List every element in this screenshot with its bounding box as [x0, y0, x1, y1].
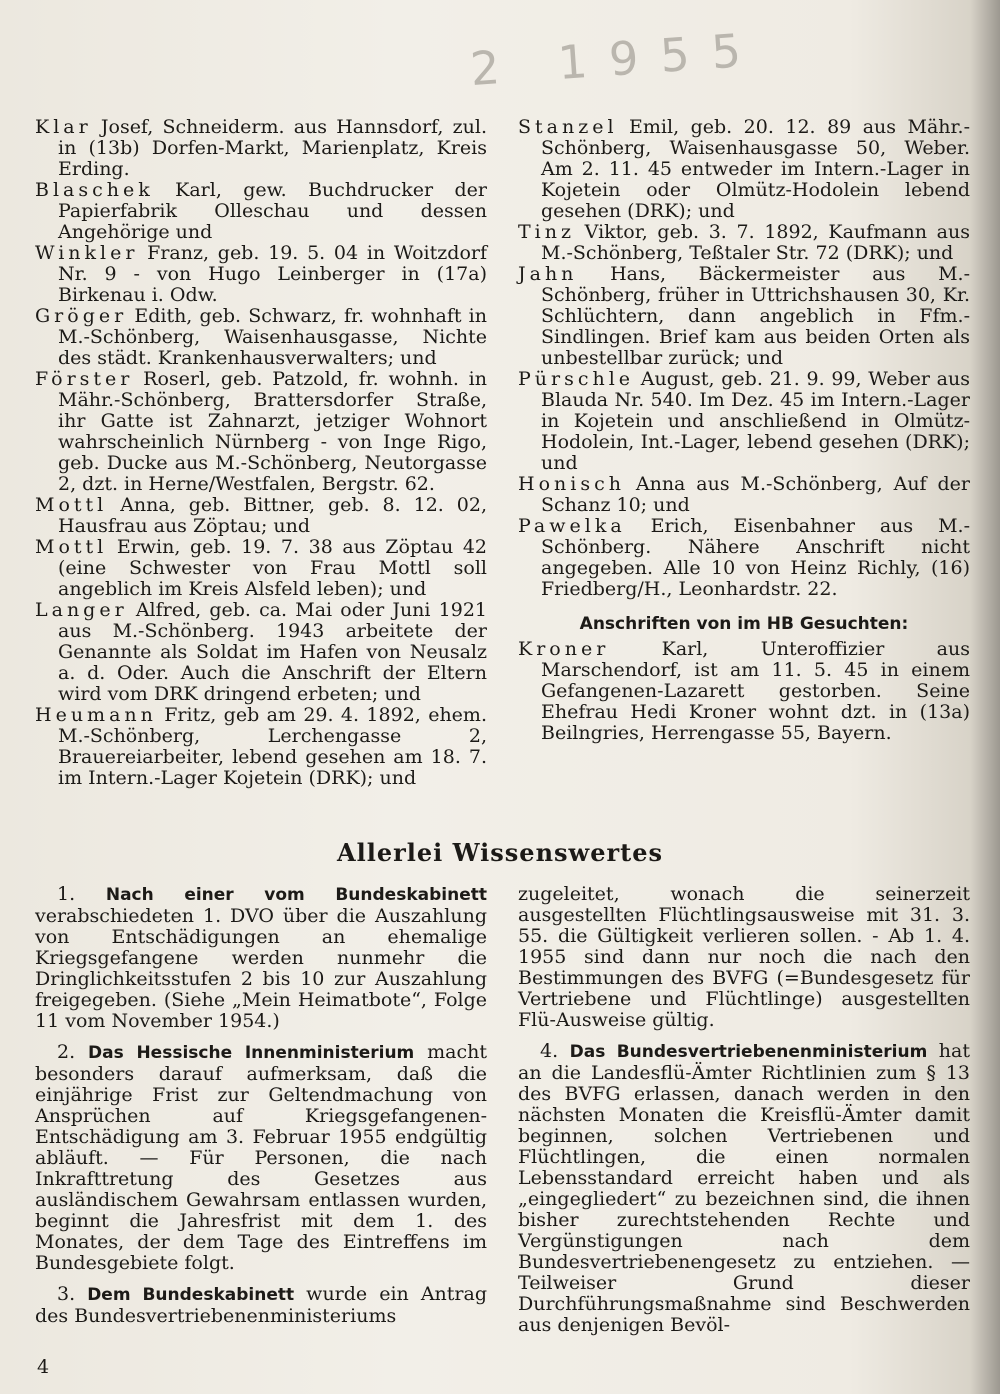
- search-entry: [518, 117, 970, 222]
- entry-surname: Heumann: [35, 704, 157, 726]
- hb-heading: Anschriften von im HB Gesuchten:: [579, 614, 909, 634]
- article-paragraph-4: [518, 1041, 970, 1336]
- search-entry: [518, 264, 970, 369]
- entry-surname: Förster: [35, 368, 134, 390]
- entry-surname: Blaschek: [35, 179, 154, 201]
- entry-surname: Mottl: [35, 536, 108, 558]
- page-number: 4: [37, 1356, 50, 1378]
- search-entry: [35, 180, 487, 243]
- search-entry: [35, 243, 487, 306]
- search-entry: [35, 306, 487, 369]
- paragraph-number: 4.: [540, 1040, 570, 1062]
- article-right-column: [518, 884, 970, 1346]
- entry-text: Alfred, geb. ca. Mai oder Juni 1921 aus M.-Schönberg. 1943 arbeitete der Genannte als Soldat im Hafen von Neusalz a. d. Oder. Auch die Anschrift der Eltern wird vom DRK dringend erbeten; und: [58, 599, 487, 705]
- search-list-right-column: [518, 117, 970, 744]
- search-entry: [518, 369, 970, 474]
- entry-text: Fritz, geb am 29. 4. 1892, ehem. M.-Schönberg, Lerchengasse 2, Brauereiarbeiter, lebend gesehen am 18. 7. im Intern.-Lager Kojetein (DRK); und: [58, 704, 487, 789]
- entry-surname: Tinz: [518, 221, 575, 243]
- search-entry: [518, 474, 970, 516]
- search-entry: [35, 600, 487, 705]
- paragraph-text: wurde ein Antrag des Bundesvertriebenenministeriums: [35, 1283, 487, 1327]
- hb-entry: [518, 639, 970, 744]
- date-stamp: 2 1955: [468, 21, 765, 97]
- entry-text: Franz, geb. 19. 5. 04 in Woitzdorf Nr. 9 - von Hugo Leinberger in (17a) Birkenau i. Odw.: [58, 242, 487, 306]
- entry-text: Roserl, geb. Patzold, fr. wohnh. in Mähr.-Schönberg, Brattersdorfer Straße, ihr Gatte ist Zahnarzt, jetziger Wohnort wahrscheinlich Nürnberg - von Inge Rigo, geb. Ducke aus M.-Schönberg, Neutorgasse 2, dzt. in Herne/Westfalen, Bergstr. 62.: [58, 368, 487, 495]
- entry-surname: Kroner: [518, 638, 610, 660]
- entry-surname: Langer: [35, 599, 128, 621]
- entry-surname: Klar: [35, 116, 92, 138]
- search-entry: [35, 537, 487, 600]
- entry-surname: Honisch: [518, 473, 625, 495]
- search-entry: [35, 117, 487, 180]
- entry-surname: Winkler: [35, 242, 139, 264]
- entry-surname: Mottl: [35, 494, 108, 516]
- search-entry: [35, 495, 487, 537]
- entry-text: Erich, Eisenbahner aus M.-Schönberg. Nähere Anschrift nicht angegeben. Alle 10 von Heinz Richly, (16) Friedberg/H., Leonhardstr. 22.: [541, 515, 970, 600]
- entry-text: Emil, geb. 20. 12. 89 aus Mähr.-Schönberg, Waisenhausgasse 50, Weber. Am 2. 11. 45 entweder im Intern.-Lager in Kojetein oder Olmütz-Hodolein lebend gesehen (DRK); und: [541, 116, 970, 222]
- entry-text: Viktor, geb. 3. 7. 1892, Kaufmann aus M.-Schönberg, Teßtaler Str. 72 (DRK); und: [541, 221, 970, 264]
- paragraph-text: macht besonders darauf aufmerksam, daß die einjährige Frist zur Geltendmachung von Ansprüchen auf Kriegsgefangenen-Entschädigung am 3. Februar 1955 endgültig abläuft. — Für Personen, die nach Inkrafttretung des Gesetzes aus ausländischem Gewahrsam entlassen wurden, beginnt die Jahresfrist mit dem 1. des Monates, der dem Tage des Eintreffens im Bundesgebiete folgt.: [35, 1041, 488, 1274]
- paragraph-lead: Das Hessische Innenministerium: [88, 1043, 415, 1063]
- paragraph-text: hat an die Landesflü-Ämter Richtlinien zum § 13 des BVFG erlassen, danach werden in den nächsten Monaten die Kreisflü-Ämter damit beginnen, solchen Vertriebenen und Flüchtlingen, die einen normalen Lebensstandard erreicht haben und als „eingegliedert“ zu bezeichnen sind, die ihnen bisher zurechtstehenden Rechte und Vergünstigungen nach dem Bundesvertriebenengesetz zu entziehen. — Teilweiser Grund dieser Durchführungsmaßnahme sind Beschwerden aus denjenigen Bevöl-: [518, 1040, 970, 1336]
- entry-surname: Jahn: [518, 263, 578, 285]
- entry-text: Hans, Bäckermeister aus M.-Schönberg, früher in Uttrichshausen 30, Kr. Schlüchtern, dann angeblich in Ffm.-Sindlingen. Brief kam aus beiden Orten als unbestellbar zurück; und: [541, 263, 970, 369]
- entry-text: Edith, geb. Schwarz, fr. wohnhaft in M.-Schönberg, Waisenhausgasse, Nichte des städt. Krankenhausverwalters; und: [58, 305, 487, 369]
- section-title: Allerlei Wissenswertes: [337, 838, 663, 867]
- paragraph-number: 1.: [57, 883, 106, 905]
- entry-text: Karl, gew. Buchdrucker der Papierfabrik Olleschau und dessen Angehörige und: [58, 179, 487, 243]
- entry-text: Anna, geb. Bittner, geb. 8. 12. 02, Hausfrau aus Zöptau; und: [58, 494, 487, 537]
- paragraph-number: 3.: [57, 1283, 88, 1305]
- search-entry: [35, 369, 487, 495]
- article-paragraph-1: [35, 884, 487, 1032]
- entry-text: Josef, Schneiderm. aus Hannsdorf, zul. in (13b) Dorfen-Markt, Marienplatz, Kreis Erding.: [58, 116, 487, 180]
- paragraph-number: 2.: [57, 1041, 88, 1063]
- paragraph-text: verabschiedeten 1. DVO über die Auszahlung von Entschädigungen an ehemalige Kriegsgefangene werden nunmehr die Dringlichkeitsstufen 2 bis 10 zur Auszahlung freigegeben. (Siehe „Mein Heimatbote“, Folge 11 vom November 1954.): [35, 905, 487, 1032]
- paragraph-lead: Nach einer vom Bundeskabinett: [105, 885, 487, 905]
- article-left-column: [35, 884, 487, 1337]
- search-list-left-column: [35, 117, 487, 789]
- search-entry: [518, 222, 970, 264]
- entry-text: Anna aus M.-Schönberg, Auf der Schanz 10; und: [541, 473, 970, 516]
- article-paragraph-3: [35, 1284, 487, 1327]
- article-paragraph-2: [35, 1042, 487, 1274]
- search-entry: [518, 516, 970, 600]
- entry-surname: Pürschle: [518, 368, 635, 390]
- entry-text: Erwin, geb. 19. 7. 38 aus Zöptau 42 (eine Schwester von Frau Mottl soll angeblich im Kreis Alsfeld leben); und: [58, 536, 487, 600]
- entry-surname: Pawelka: [518, 515, 626, 537]
- paragraph-lead: Dem Bundeskabinett: [87, 1285, 295, 1305]
- paragraph-lead: Das Bundesvertriebenenministerium: [569, 1042, 928, 1062]
- entry-text: August, geb. 21. 9. 99, Weber aus Blauda Nr. 540. Im Dez. 45 im Intern.-Lager in Kojetein und anschließend in Olmütz-Hodolein, Int.-Lager, lebend gesehen (DRK); und: [541, 368, 970, 474]
- entry-text: Karl, Unteroffizier aus Marschendorf, ist am 11. 5. 45 in einem Gefangenen-Lazarett gestorben. Seine Ehefrau Hedi Kroner wohnt dzt. in (13a) Beilngries, Herrengasse 55, Bayern.: [541, 638, 970, 744]
- entry-surname: Stanzel: [518, 116, 618, 138]
- search-entry: [35, 705, 487, 789]
- entry-surname: Gröger: [35, 305, 128, 327]
- article-paragraph-3-continued: zugeleitet, wonach die seinerzeit ausgestellten Flüchtlingsausweise mit 31. 3. 55. die Gültigkeit verlieren sollen. - Ab 1. 4. 1955 sind dann nur noch die nach den Bestimmungen des BVFG (=Bundesgesetz für Vertriebene und Flüchtlinge) ausgestellten Flü-Ausweise gültig.: [518, 883, 970, 1031]
